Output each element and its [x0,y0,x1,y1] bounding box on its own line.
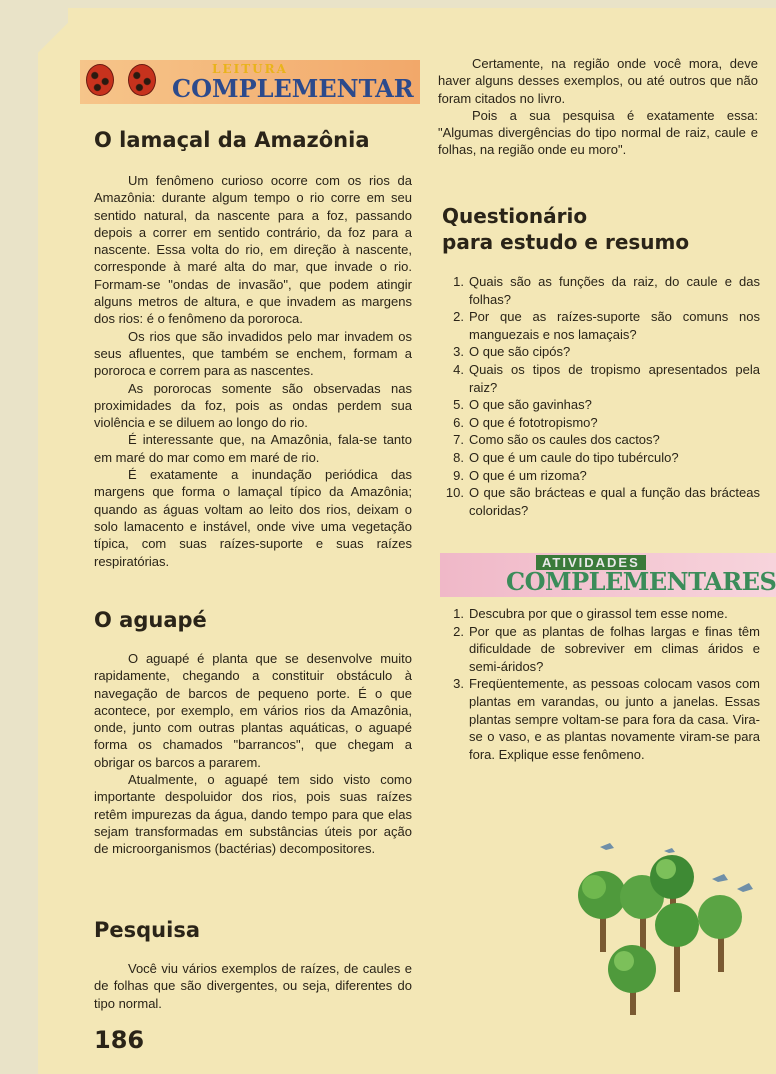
banner-main-text: COMPLEMENTARES [506,567,776,596]
activity-list [438,605,760,763]
tree-icon [698,895,742,972]
paragraph: As pororocas somente são observadas nas proximidades da foz, pois as ondas perdem sua violência e se diluem ao longo do rio. [94,380,412,431]
item-text: Freqüentemente, as pessoas colocam vasos com plantas em varandas, ou junto a janelas. Essas plantas sempre voltam-se para fora da casa. Vira-se o vaso, e as plantas novamente viram-se para fora. Explique esse fenômeno. [469,676,760,762]
list-item [438,605,760,623]
paragraph: Pois a sua pesquisa é exatamente essa: "Algumas divergências do tipo normal de raiz, caule e folhas, na região onde eu moro". [438,107,758,158]
list-item [438,414,760,432]
aguape-text [94,650,412,858]
item-number: 1. [453,274,464,289]
banner-main-text: COMPLEMENTAR [172,74,414,103]
pesquisa-title: Pesquisa [94,918,200,942]
list-item [438,675,760,763]
paragraph: Os rios que são invadidos pelo mar invadem os seus afluentes, que também se enchem, formam a pororoca e correm para as nascentes. [94,328,412,379]
item-number: 3. [453,676,464,692]
leitura-complementar-banner [80,60,420,104]
item-text: Por que as plantas de folhas largas e finas têm dificuldade de sobreviver em climas áridos e semi-áridos? [469,623,760,674]
ladybug-icon [86,64,114,96]
paragraph: O aguapé é planta que se desenvolve muito rapidamente, chegando a constituir obstáculo à navegação de barcos de pequeno porte. É o que acontece, por exemplo, em vários rios da Amazônia, onde, junto com outras plantas aquáticas, o aguapé forma os chamados "barrancos", que chegam a obrigar os barcos a pararem. [94,651,412,770]
list-item [438,396,760,414]
paragraph: Certamente, na região onde você mora, deve haver alguns desses exemplos, ou até outros que não foram citados no livro. [438,56,758,106]
list-item [438,467,760,485]
pesquisa-text [94,960,412,1012]
pesquisa-continuation [438,55,758,159]
item-text: Descubra por que o girassol tem esse nome. [469,606,728,621]
item-text: O que é um caule do tipo tubérculo? [469,449,679,465]
tree-icon [608,945,656,1015]
questionario-title-line1: Questionário [442,204,588,228]
list-item [438,343,760,361]
item-number: 2. [453,623,464,639]
ladybug-icon [128,64,156,96]
questionario-title [442,203,689,255]
questionario-title-line2: para estudo e resumo [442,230,690,254]
aguape-title: O aguapé [94,608,207,632]
item-number: 4. [453,361,464,377]
item-text: O que é um rizoma? [469,467,587,483]
item-number: 2. [453,309,464,325]
item-text: O que é fototropismo? [469,414,598,430]
list-item [438,273,760,308]
tree-icon [578,871,626,952]
item-text: O que são brácteas e qual a função das brácteas coloridas? [469,485,760,518]
paragraph: Atualmente, o aguapé tem sido visto como importante despoluidor dos rios, pois suas raízes retêm impurezas da água, dando tempo para que elas sejam transformadas em substâncias úteis por ação de microorganismos (bactérias) decompositores. [94,772,412,857]
item-number: 9. [453,467,464,483]
section-title: O lamaçal da Amazônia [94,128,370,152]
paragraph: Um fenômeno curioso ocorre com os rios da Amazônia: durante algum tempo o rio corre em seu sentido natural, da nascente para a foz, passando depois a correr em sentido contrário, da foz para a nascente. Essa volta do rio, em direção à nascente, corresponde à maré alta do mar, que invade o rio. Formam-se "ondas de invasão", que podem atingir alguns metros de altura, e que invadem as margens dos rios: é o fenômeno da pororoca. [94,173,412,327]
lamacal-text [94,172,412,570]
item-text: O que são cipós? [469,344,571,360]
page-number: 186 [94,1026,145,1054]
tree-icon [655,903,699,992]
item-text: Quais os tipos de tropismo apresentados pela raiz? [469,361,760,395]
list-item [438,484,760,519]
list-item [438,623,760,676]
item-number: 6. [453,414,464,430]
item-text: O que são gavinhas? [469,397,592,413]
left-column [80,60,420,1070]
atividades-complementares-banner [440,553,776,597]
item-text: Por que as raízes-suporte são comuns nos manguezais e nos lamaçais? [469,309,760,342]
item-number: 1. [453,606,464,621]
paragraph: Você viu vários exemplos de raízes, de caules e de folhas que são divergentes, ou seja, diferentes do tipo normal. [94,961,412,1011]
item-number: 5. [453,397,464,413]
banner-top-text: LEITURA [212,62,288,76]
paragraph: É interessante que, na Amazônia, fala-se tanto em maré do mar como em maré de rio. [94,432,412,465]
trees-and-birds-illustration [572,837,762,1017]
banner-top-text: ATIVIDADES [536,555,646,570]
list-item [438,361,760,396]
list-item [438,308,760,343]
paragraph: É exatamente a inundação periódica das margens que forma o lamaçal típico da Amazônia; quando as águas voltam ao leito dos rios, deixam o solo lamacento e instável, onde vive uma vegetação típica, com suas raízes-suporte e suas raízes respiratórias. [94,467,412,569]
list-item [438,449,760,467]
item-text: Quais são as funções da raiz, do caule e das folhas? [469,274,760,307]
item-text: Como são os caules dos cactos? [469,432,660,448]
item-number: 10. [445,485,464,501]
item-number: 3. [453,344,464,360]
item-number: 8. [453,449,464,465]
item-number: 7. [453,432,464,448]
list-item [438,431,760,449]
question-list [438,273,760,519]
